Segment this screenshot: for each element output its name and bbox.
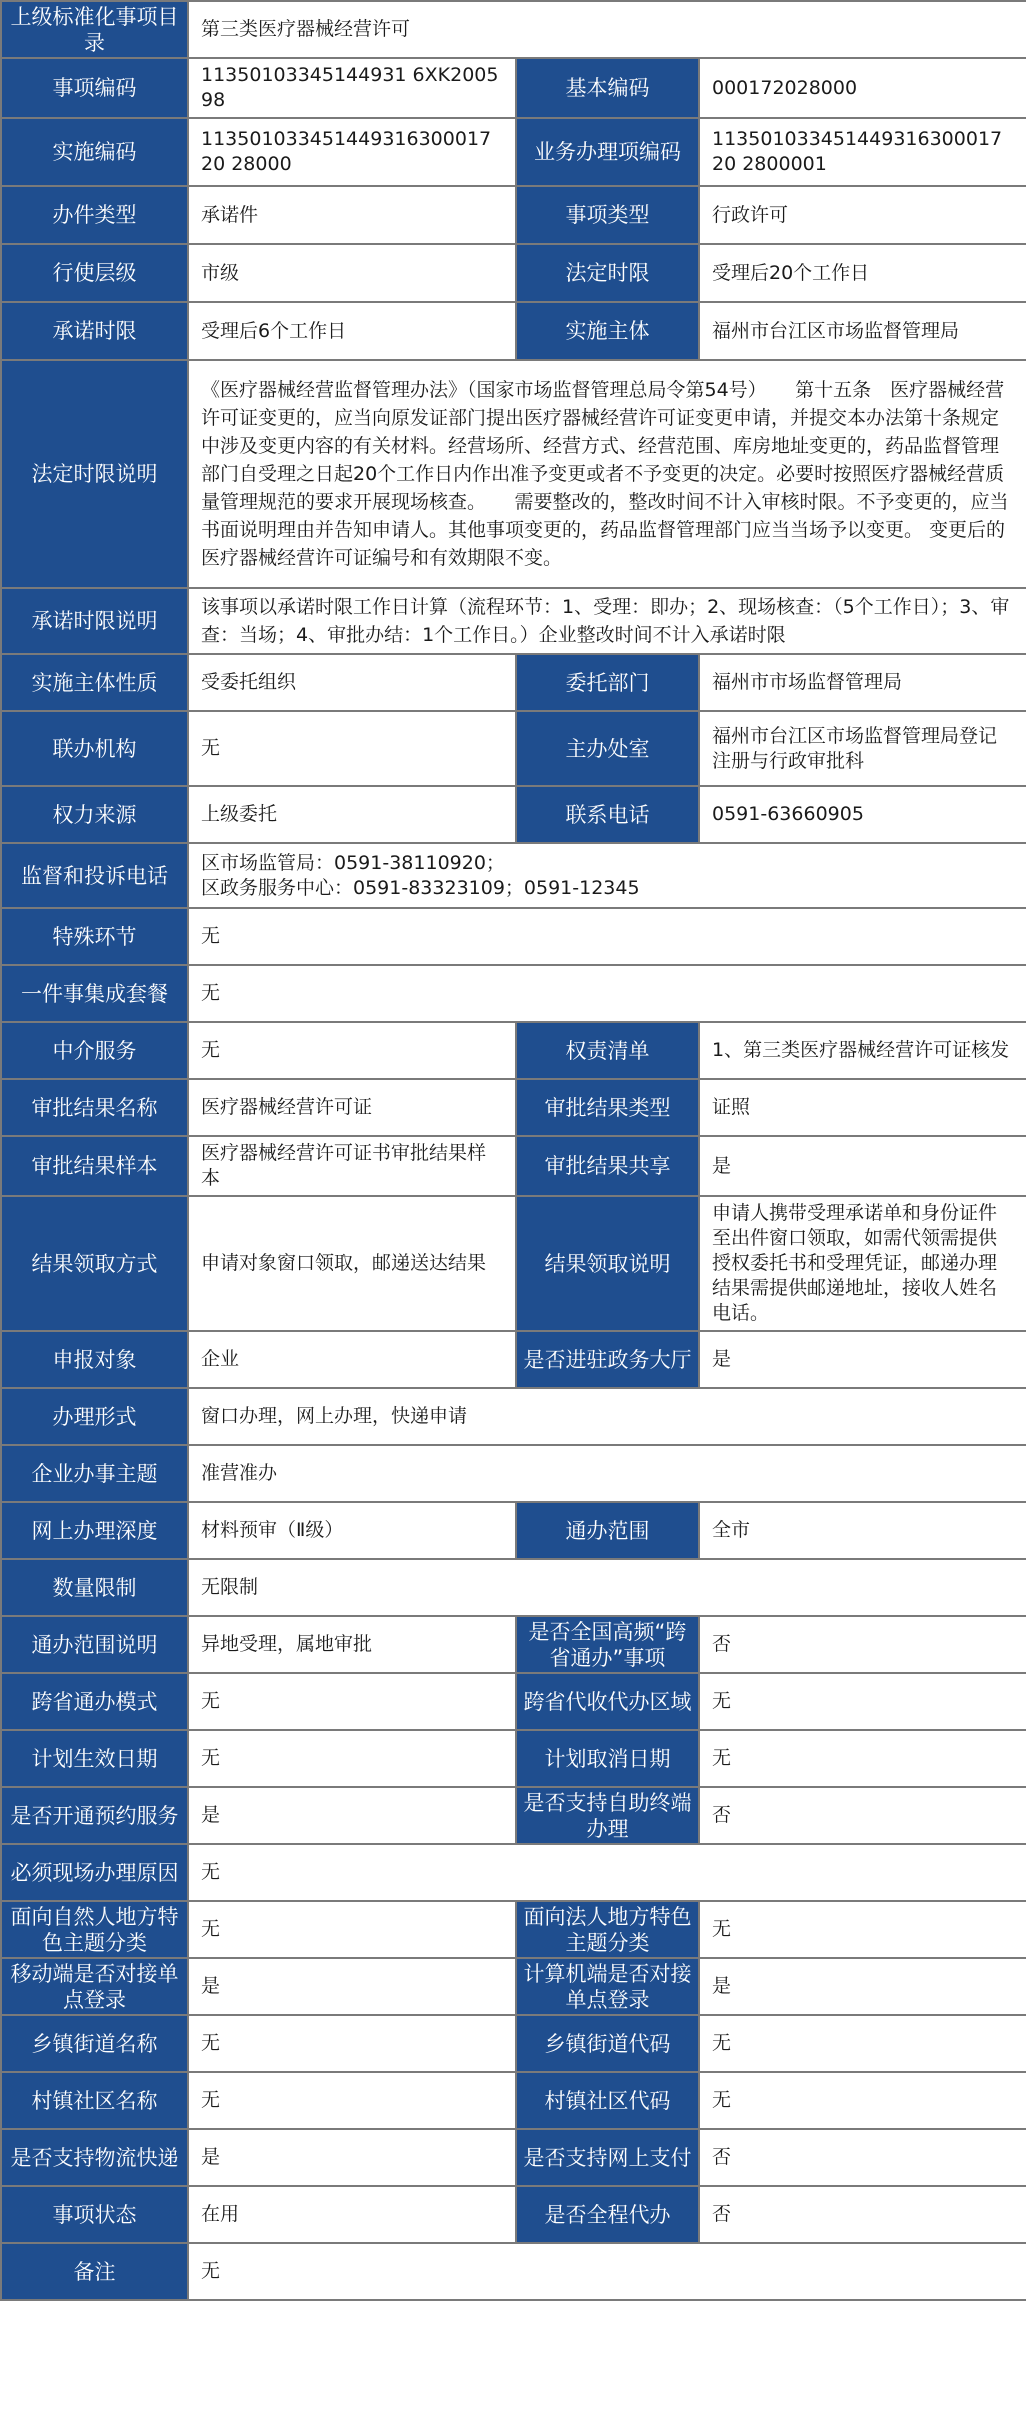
field-value: 000172028000 (699, 58, 1026, 118)
field-label: 业务办理项编码 (516, 118, 699, 186)
field-value: 区市场监管局：0591-38110920； 区政务服务中心：0591-83323109；0591-12345 (188, 843, 1026, 908)
field-label: 事项状态 (1, 2186, 188, 2243)
info-row (1, 1844, 1026, 1901)
field-value: 无 (188, 2015, 516, 2072)
field-value: 无 (188, 2243, 1026, 2300)
field-label: 是否支持自助终端办理 (516, 1787, 699, 1844)
field-value: 准营准办 (188, 1445, 1026, 1502)
field-value: 无 (188, 711, 516, 786)
field-label: 行使层级 (1, 244, 188, 302)
field-value: 窗口办理，网上办理，快递申请 (188, 1388, 1026, 1445)
field-label: 法定时限 (516, 244, 699, 302)
info-row (1, 965, 1026, 1022)
field-label: 承诺时限说明 (1, 588, 188, 654)
field-value: 无 (699, 1673, 1026, 1730)
field-label: 通办范围 (516, 1502, 699, 1559)
info-row (1, 1673, 1026, 1730)
field-value: 11350103345144931630001720 28000 (188, 118, 516, 186)
field-value: 该事项以承诺时限工作日计算（流程环节：1、受理：即办；2、现场核查：（5个工作日）；3、审查：当场；4、审批办结：1个工作日。）企业整改时间不计入承诺时限 (188, 588, 1026, 654)
field-value: 否 (699, 2129, 1026, 2186)
field-label: 权力来源 (1, 786, 188, 843)
field-label: 必须现场办理原因 (1, 1844, 188, 1901)
field-value: 医疗器械经营许可证 (188, 1079, 516, 1136)
field-value: 承诺件 (188, 186, 516, 244)
field-label: 事项编码 (1, 58, 188, 118)
field-label: 乡镇街道代码 (516, 2015, 699, 2072)
field-label: 计划生效日期 (1, 1730, 188, 1787)
info-row (1, 654, 1026, 711)
field-value: 是 (188, 1787, 516, 1844)
field-value: 是 (699, 1136, 1026, 1196)
field-label: 是否全国高频“跨省通办”事项 (516, 1616, 699, 1673)
field-value: 异地受理，属地审批 (188, 1616, 516, 1673)
field-value: 无 (188, 965, 1026, 1022)
field-label: 事项类型 (516, 186, 699, 244)
field-value: 无 (699, 1901, 1026, 1958)
field-value: 无 (188, 1673, 516, 1730)
field-label: 跨省通办模式 (1, 1673, 188, 1730)
field-value: 医疗器械经营许可证书审批结果样本 (188, 1136, 516, 1196)
info-row (1, 1331, 1026, 1388)
field-label: 权责清单 (516, 1022, 699, 1079)
field-label: 主办处室 (516, 711, 699, 786)
field-value: 市级 (188, 244, 516, 302)
field-label: 监督和投诉电话 (1, 843, 188, 908)
info-row (1, 588, 1026, 654)
info-row (1, 711, 1026, 786)
field-value: 申请对象窗口领取，邮递送达结果 (188, 1196, 516, 1331)
info-row (1, 244, 1026, 302)
field-label: 中介服务 (1, 1022, 188, 1079)
field-label: 实施主体 (516, 302, 699, 360)
info-row (1, 2186, 1026, 2243)
field-value: 无 (188, 1022, 516, 1079)
field-label: 是否支持物流快递 (1, 2129, 188, 2186)
info-row (1, 1787, 1026, 1844)
field-value: 无 (188, 1730, 516, 1787)
field-label: 一件事集成套餐 (1, 965, 188, 1022)
field-label: 企业办事主题 (1, 1445, 188, 1502)
field-value: 企业 (188, 1331, 516, 1388)
field-label: 数量限制 (1, 1559, 188, 1616)
field-label: 审批结果共享 (516, 1136, 699, 1196)
info-row (1, 908, 1026, 965)
field-label: 委托部门 (516, 654, 699, 711)
field-value: 无 (699, 1730, 1026, 1787)
field-label: 计算机端是否对接单点登录 (516, 1958, 699, 2015)
field-label: 特殊环节 (1, 908, 188, 965)
field-value: 无 (699, 2015, 1026, 2072)
field-value: 行政许可 (699, 186, 1026, 244)
field-label: 村镇社区名称 (1, 2072, 188, 2129)
field-label: 联办机构 (1, 711, 188, 786)
field-label: 结果领取说明 (516, 1196, 699, 1331)
field-label: 乡镇街道名称 (1, 2015, 188, 2072)
field-value: 无 (188, 1901, 516, 1958)
field-value: 材料预审（Ⅱ级） (188, 1502, 516, 1559)
info-row (1, 1079, 1026, 1136)
info-row (1, 1196, 1026, 1331)
info-row (1, 1730, 1026, 1787)
field-label: 网上办理深度 (1, 1502, 188, 1559)
field-label: 审批结果样本 (1, 1136, 188, 1196)
field-value: 上级委托 (188, 786, 516, 843)
field-value: 全市 (699, 1502, 1026, 1559)
field-label: 移动端是否对接单点登录 (1, 1958, 188, 2015)
field-label: 办件类型 (1, 186, 188, 244)
field-value: 是 (188, 1958, 516, 2015)
field-value: 是 (699, 1331, 1026, 1388)
field-label: 村镇社区代码 (516, 2072, 699, 2129)
info-row (1, 2243, 1026, 2300)
field-value: 无 (188, 2072, 516, 2129)
field-label: 备注 (1, 2243, 188, 2300)
field-label: 上级标准化事项目录 (1, 1, 188, 58)
info-row (1, 1502, 1026, 1559)
field-value: 《医疗器械经营监督管理办法》（国家市场监督管理总局令第54号） 第十五条 医疗器械经营许可证变更的，应当向原发证部门提出医疗器械经营许可证变更申请，并提交本办法第十条规定中涉及变更内容的有关材料。经营场所、经营方式、经营范围、库房地址变更的，药品监督管理部门自受理之日起20个工作日内作出准予变更或者不予变更的决定。必要时按照医疗器械经营质量管理规范的要求开展现场核查。 需要整改的，整改时间不计入审核时限。不予变更的，应当书面说明理由并告知申请人。其他事项变更的，药品监督管理部门应当当场予以变更。 变更后的医疗器械经营许可证编号和有效期限不变。 (188, 360, 1026, 588)
field-label: 通办范围说明 (1, 1616, 188, 1673)
field-label: 是否支持网上支付 (516, 2129, 699, 2186)
field-value: 0591-63660905 (699, 786, 1026, 843)
field-value: 福州市台江区市场监督管理局登记注册与行政审批科 (699, 711, 1026, 786)
field-value: 受委托组织 (188, 654, 516, 711)
info-row (1, 843, 1026, 908)
info-row (1, 1445, 1026, 1502)
info-row (1, 2072, 1026, 2129)
info-row (1, 186, 1026, 244)
field-value: 11350103345144931 6XK200598 (188, 58, 516, 118)
field-value: 第三类医疗器械经营许可 (188, 1, 1026, 58)
field-value: 是 (188, 2129, 516, 2186)
field-value: 福州市台江区市场监督管理局 (699, 302, 1026, 360)
field-label: 跨省代收代办区域 (516, 1673, 699, 1730)
field-value: 1、第三类医疗器械经营许可证核发 (699, 1022, 1026, 1079)
field-value: 在用 (188, 2186, 516, 2243)
field-label: 实施主体性质 (1, 654, 188, 711)
field-value: 无 (188, 908, 1026, 965)
field-label: 面向自然人地方特色主题分类 (1, 1901, 188, 1958)
info-row (1, 1901, 1026, 1958)
field-value: 受理后6个工作日 (188, 302, 516, 360)
info-row (1, 786, 1026, 843)
field-value: 否 (699, 2186, 1026, 2243)
field-label: 审批结果类型 (516, 1079, 699, 1136)
field-value: 否 (699, 1787, 1026, 1844)
field-value: 无限制 (188, 1559, 1026, 1616)
field-label: 是否开通预约服务 (1, 1787, 188, 1844)
field-label: 面向法人地方特色主题分类 (516, 1901, 699, 1958)
field-value: 福州市市场监督管理局 (699, 654, 1026, 711)
field-value: 证照 (699, 1079, 1026, 1136)
field-label: 联系电话 (516, 786, 699, 843)
field-value: 申请人携带受理承诺单和身份证件至出件窗口领取，如需代领需提供授权委托书和受理凭证，邮递办理结果需提供邮递地址，接收人姓名电话。 (699, 1196, 1026, 1331)
info-row (1, 1136, 1026, 1196)
info-row (1, 302, 1026, 360)
info-row (1, 1022, 1026, 1079)
info-row (1, 2129, 1026, 2186)
info-row (1, 58, 1026, 118)
info-row (1, 1958, 1026, 2015)
field-label: 申报对象 (1, 1331, 188, 1388)
info-row (1, 118, 1026, 186)
field-label: 基本编码 (516, 58, 699, 118)
info-row (1, 1616, 1026, 1673)
field-label: 实施编码 (1, 118, 188, 186)
field-value: 是 (699, 1958, 1026, 2015)
field-label: 结果领取方式 (1, 1196, 188, 1331)
field-value: 无 (699, 2072, 1026, 2129)
field-label: 是否全程代办 (516, 2186, 699, 2243)
field-label: 是否进驻政务大厅 (516, 1331, 699, 1388)
field-value: 否 (699, 1616, 1026, 1673)
info-row (1, 2015, 1026, 2072)
matter-info-body (1, 1, 1026, 2300)
field-value: 11350103345144931630001720 2800001 (699, 118, 1026, 186)
field-label: 办理形式 (1, 1388, 188, 1445)
field-value: 受理后20个工作日 (699, 244, 1026, 302)
info-row (1, 1388, 1026, 1445)
field-label: 计划取消日期 (516, 1730, 699, 1787)
info-row (1, 360, 1026, 588)
info-row (1, 1559, 1026, 1616)
field-label: 审批结果名称 (1, 1079, 188, 1136)
field-label: 法定时限说明 (1, 360, 188, 588)
field-label: 承诺时限 (1, 302, 188, 360)
info-row (1, 1, 1026, 58)
field-value: 无 (188, 1844, 1026, 1901)
